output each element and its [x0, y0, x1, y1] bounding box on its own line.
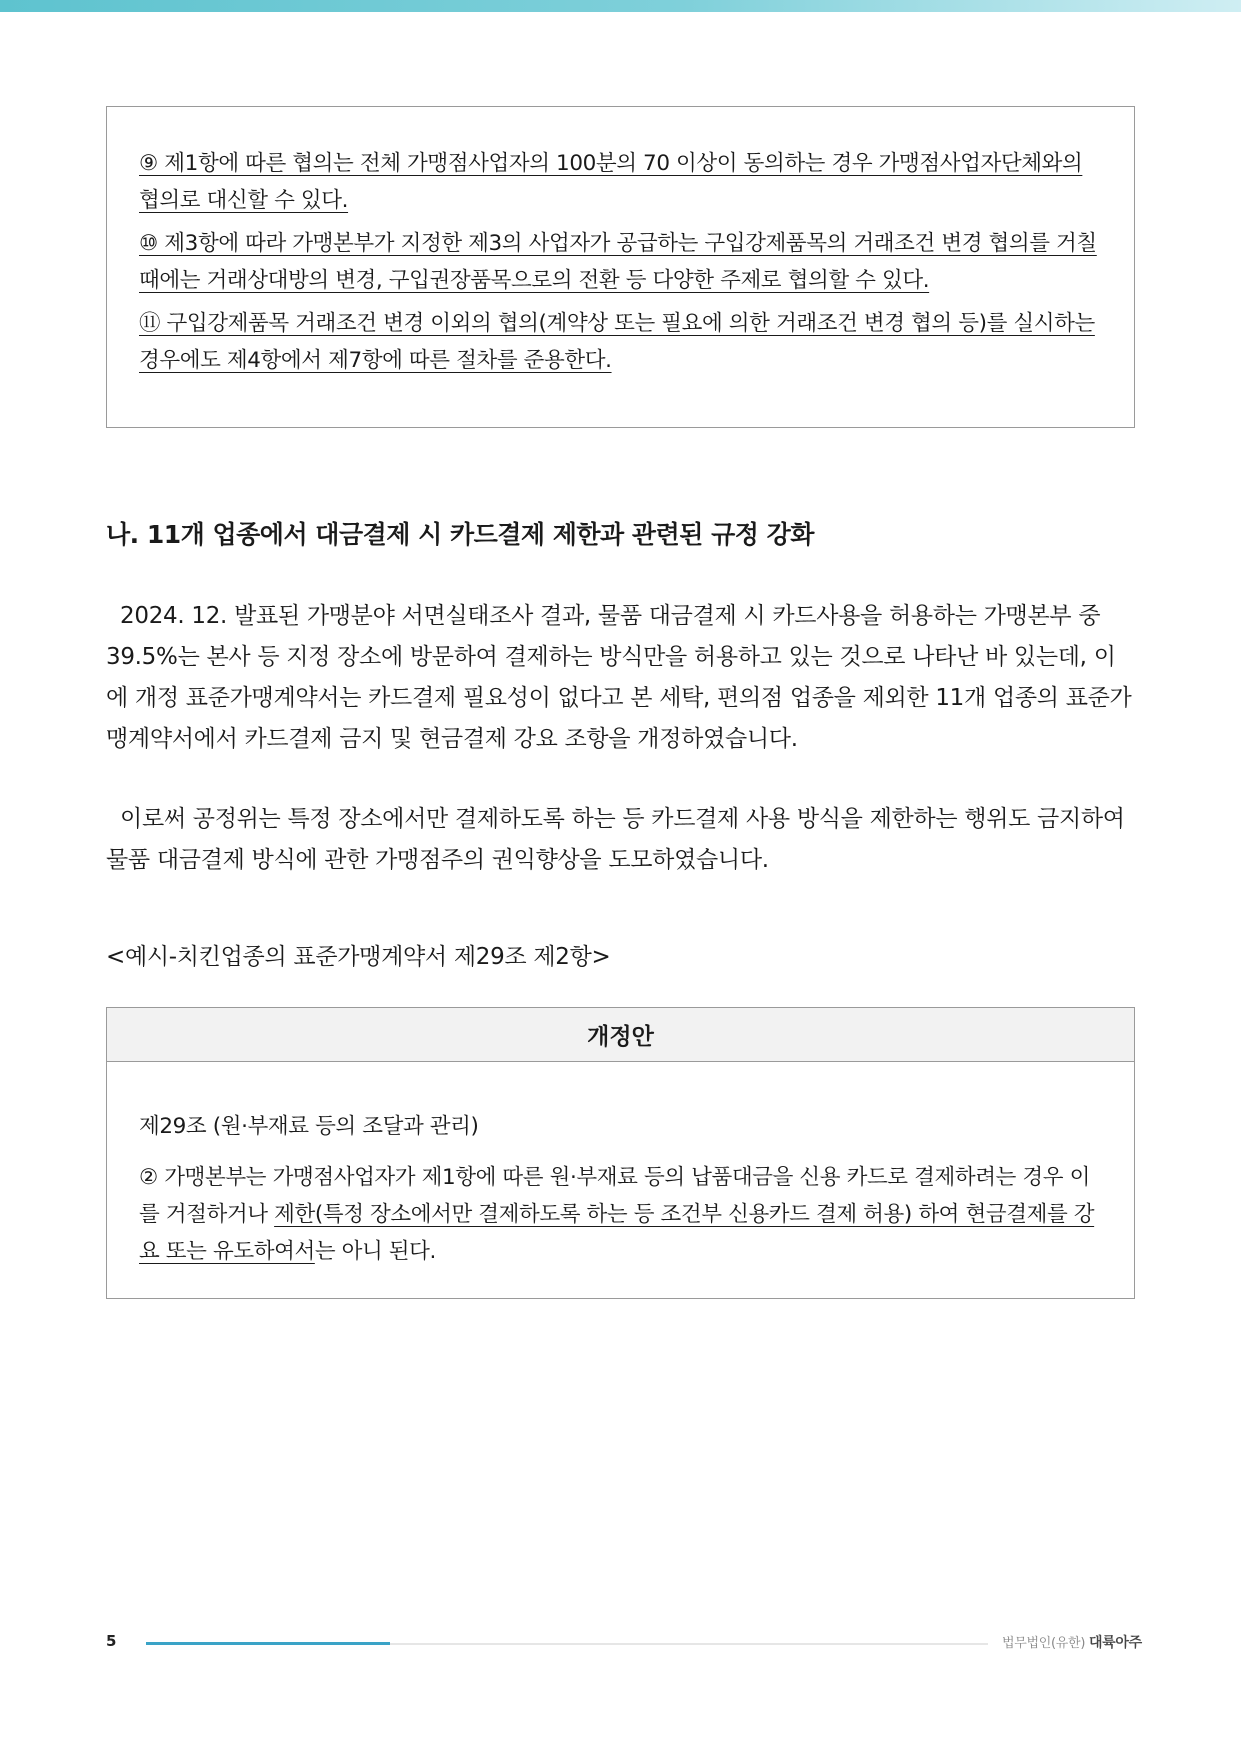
- section-heading: 나. 11개 업종에서 대금결제 시 카드결제 제한과 관련된 규정 강화: [106, 520, 814, 549]
- footer-divider-accent: [146, 1642, 390, 1645]
- clause-11: [139, 305, 1104, 379]
- body-paragraph-1: 2024. 12. 발표된 가맹분야 서면실태조사 결과, 물품 대금결제 시 카드사용을 허용하는 가맹본부 중 39.5%는 본사 등 지정 장소에 방문하여 결제하는 방식만을 허용하고 있는 것으로 나타난 바 있는데, 이에 개정 표준가맹계약서는 카드결제 필요성이 없다고 본 세탁, 편의점 업종을 제외한 11개 업종의 표준가맹계약서에서 카드결제 금지 및 현금결제 강요 조항을 개정하였습니다.: [106, 603, 1132, 752]
- clause-11-underlined: ⑪ 구입강제품목 거래조건 변경 이외의 협의(계약상 또는 필요에 의한 거래조건 변경 협의 등)를 실시하는 경우에도 제4항에서 제7항에 따른 절차를 준용한다.: [139, 311, 1095, 373]
- clause-10: [139, 225, 1104, 299]
- clause-2-tail: 는 아니 된다.: [314, 1239, 436, 1264]
- clause-2: [139, 1159, 1104, 1270]
- amendment-box-body: [107, 1062, 1134, 1270]
- clause-2-lead: ② 가맹본부는 가맹점사업자가 제1항에 따른 원·부재료 등의 납품대금을 신용 카드로 결제하려는 경우 이를 거절하거나: [139, 1165, 1090, 1227]
- firm-logo-text: [1002, 1632, 1142, 1652]
- amendment-box-2: [106, 1007, 1135, 1299]
- amendment-box-header: 개정안: [107, 1008, 1134, 1062]
- page-number: 5: [106, 1632, 117, 1650]
- example-label: <예시-치킨업종의 표준가맹계약서 제29조 제2항>: [106, 944, 611, 970]
- firm-name: 대륙아주: [1088, 1635, 1142, 1651]
- firm-prefix: 법무법인(유한): [1002, 1636, 1086, 1651]
- article-title: 제29조 (원·부재료 등의 조달과 관리): [139, 1114, 479, 1139]
- clause-9: [139, 145, 1104, 219]
- amendment-box-1: [106, 106, 1135, 428]
- clause-2-underlined: 제한(특정 장소에서만 결제하도록 하는 등 조건부 신용카드 결제 허용) 하여 현금결제를 강요 또는 유도하여서: [139, 1202, 1095, 1264]
- body-paragraph-2: 이로써 공정위는 특정 장소에서만 결제하도록 하는 등 카드결제 사용 방식을 제한하는 행위도 금지하여 물품 대금결제 방식에 관한 가맹점주의 권익향상을 도모하였습니다.: [106, 806, 1132, 873]
- clause-9-underlined: ⑨ 제1항에 따른 협의는 전체 가맹점사업자의 100분의 70 이상이 동의하는 경우 가맹점사업자단체와의 협의로 대신할 수 있다.: [139, 151, 1083, 213]
- top-accent-bar: [0, 0, 1241, 12]
- clause-10-underlined: ⑩ 제3항에 따라 가맹본부가 지정한 제3의 사업자가 공급하는 구입강제품목의 거래조건 변경 협의를 거칠 때에는 거래상대방의 변경, 구입권장품목으로의 전환 등 다양한 주제로 협의할 수 있다.: [139, 231, 1097, 293]
